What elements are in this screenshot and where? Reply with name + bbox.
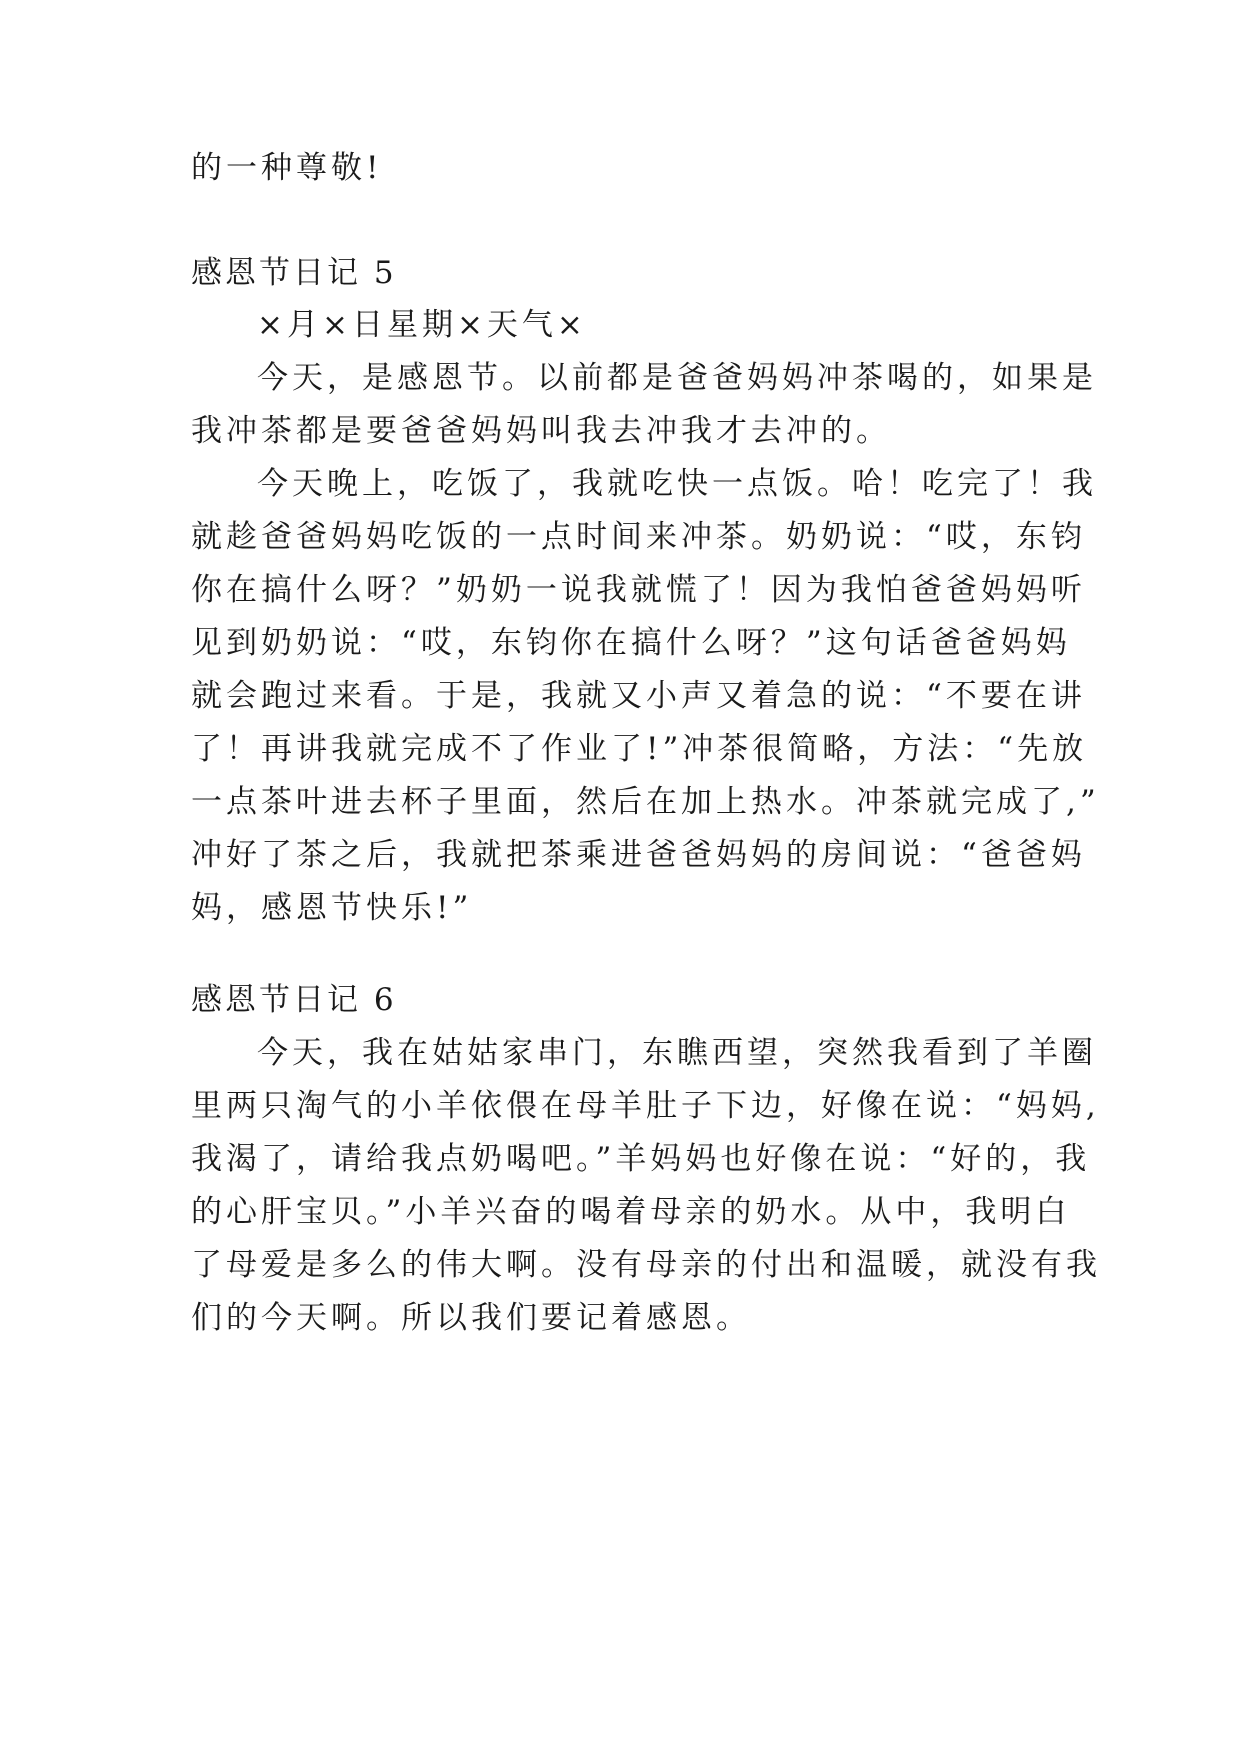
diary5-paragraph-2	[191, 466, 1100, 926]
paragraph-line: 见到奶奶说：“哎，东钧你在搞什么呀？”这句话爸爸妈妈	[191, 625, 1071, 661]
paragraph-line: 你在搞什么呀？”奶奶一说我就慌了！因为我怕爸爸妈妈听	[191, 572, 1086, 608]
diary6-heading-block	[191, 982, 1071, 1018]
paragraph-line: 今天晚上，吃饭了，我就吃快一点饭。哈！吃完了！我	[257, 466, 1097, 502]
paragraph-line: 今天，我在姑姑家串门，东瞧西望，突然我看到了羊圈	[257, 1035, 1097, 1071]
diary5-heading: 感恩节日记 5	[191, 255, 397, 291]
diary5-dateline-block	[191, 307, 1071, 343]
diary6-paragraph-1	[191, 1035, 1101, 1336]
paragraph-line: 冲好了茶之后，我就把茶乘进爸爸妈妈的房间说：“爸爸妈	[191, 837, 1086, 873]
paragraph-line: 妈，感恩节快乐!”	[191, 890, 473, 926]
carryover-block	[191, 150, 1071, 186]
carryover-line: 的一种尊敬!	[191, 150, 383, 186]
paragraph-line: 了！再讲我就完成不了作业了!”冲茶很简略，方法：“先放	[191, 731, 1088, 767]
paragraph-line: 我渴了，请给我点奶喝吧。”羊妈妈也好像在说：“好的，我	[191, 1141, 1091, 1177]
diary6-heading: 感恩节日记 6	[191, 982, 397, 1018]
diary5-paragraph-1	[191, 360, 1097, 449]
paragraph-line: 们的今天啊。所以我们要记着感恩。	[191, 1300, 751, 1336]
paragraph-line: 了母爱是多么的伟大啊。没有母亲的付出和温暖，就没有我	[191, 1247, 1101, 1283]
paragraph-line: 就会跑过来看。于是，我就又小声又着急的说：“不要在讲	[191, 678, 1086, 714]
paragraph-line: 今天，是感恩节。以前都是爸爸妈妈冲茶喝的，如果是	[257, 360, 1097, 396]
paragraph-line: 的心肝宝贝。”小羊兴奋的喝着母亲的奶水。从中，我明白	[191, 1194, 1071, 1230]
paragraph-line: 就趁爸爸妈妈吃饭的一点时间来冲茶。奶奶说：“哎，东钧	[191, 519, 1086, 555]
paragraph-line: 我冲茶都是要爸爸妈妈叫我去冲我才去冲的。	[191, 413, 891, 449]
diary5-dateline: ×月×日星期×天气×	[257, 307, 587, 343]
diary5-heading-block	[191, 255, 1071, 291]
paragraph-line: 里两只淘气的小羊依偎在母羊肚子下边，好像在说：“妈妈,	[191, 1088, 1100, 1124]
paragraph-line: 一点茶叶进去杯子里面，然后在加上热水。冲茶就完成了,”	[191, 784, 1100, 820]
